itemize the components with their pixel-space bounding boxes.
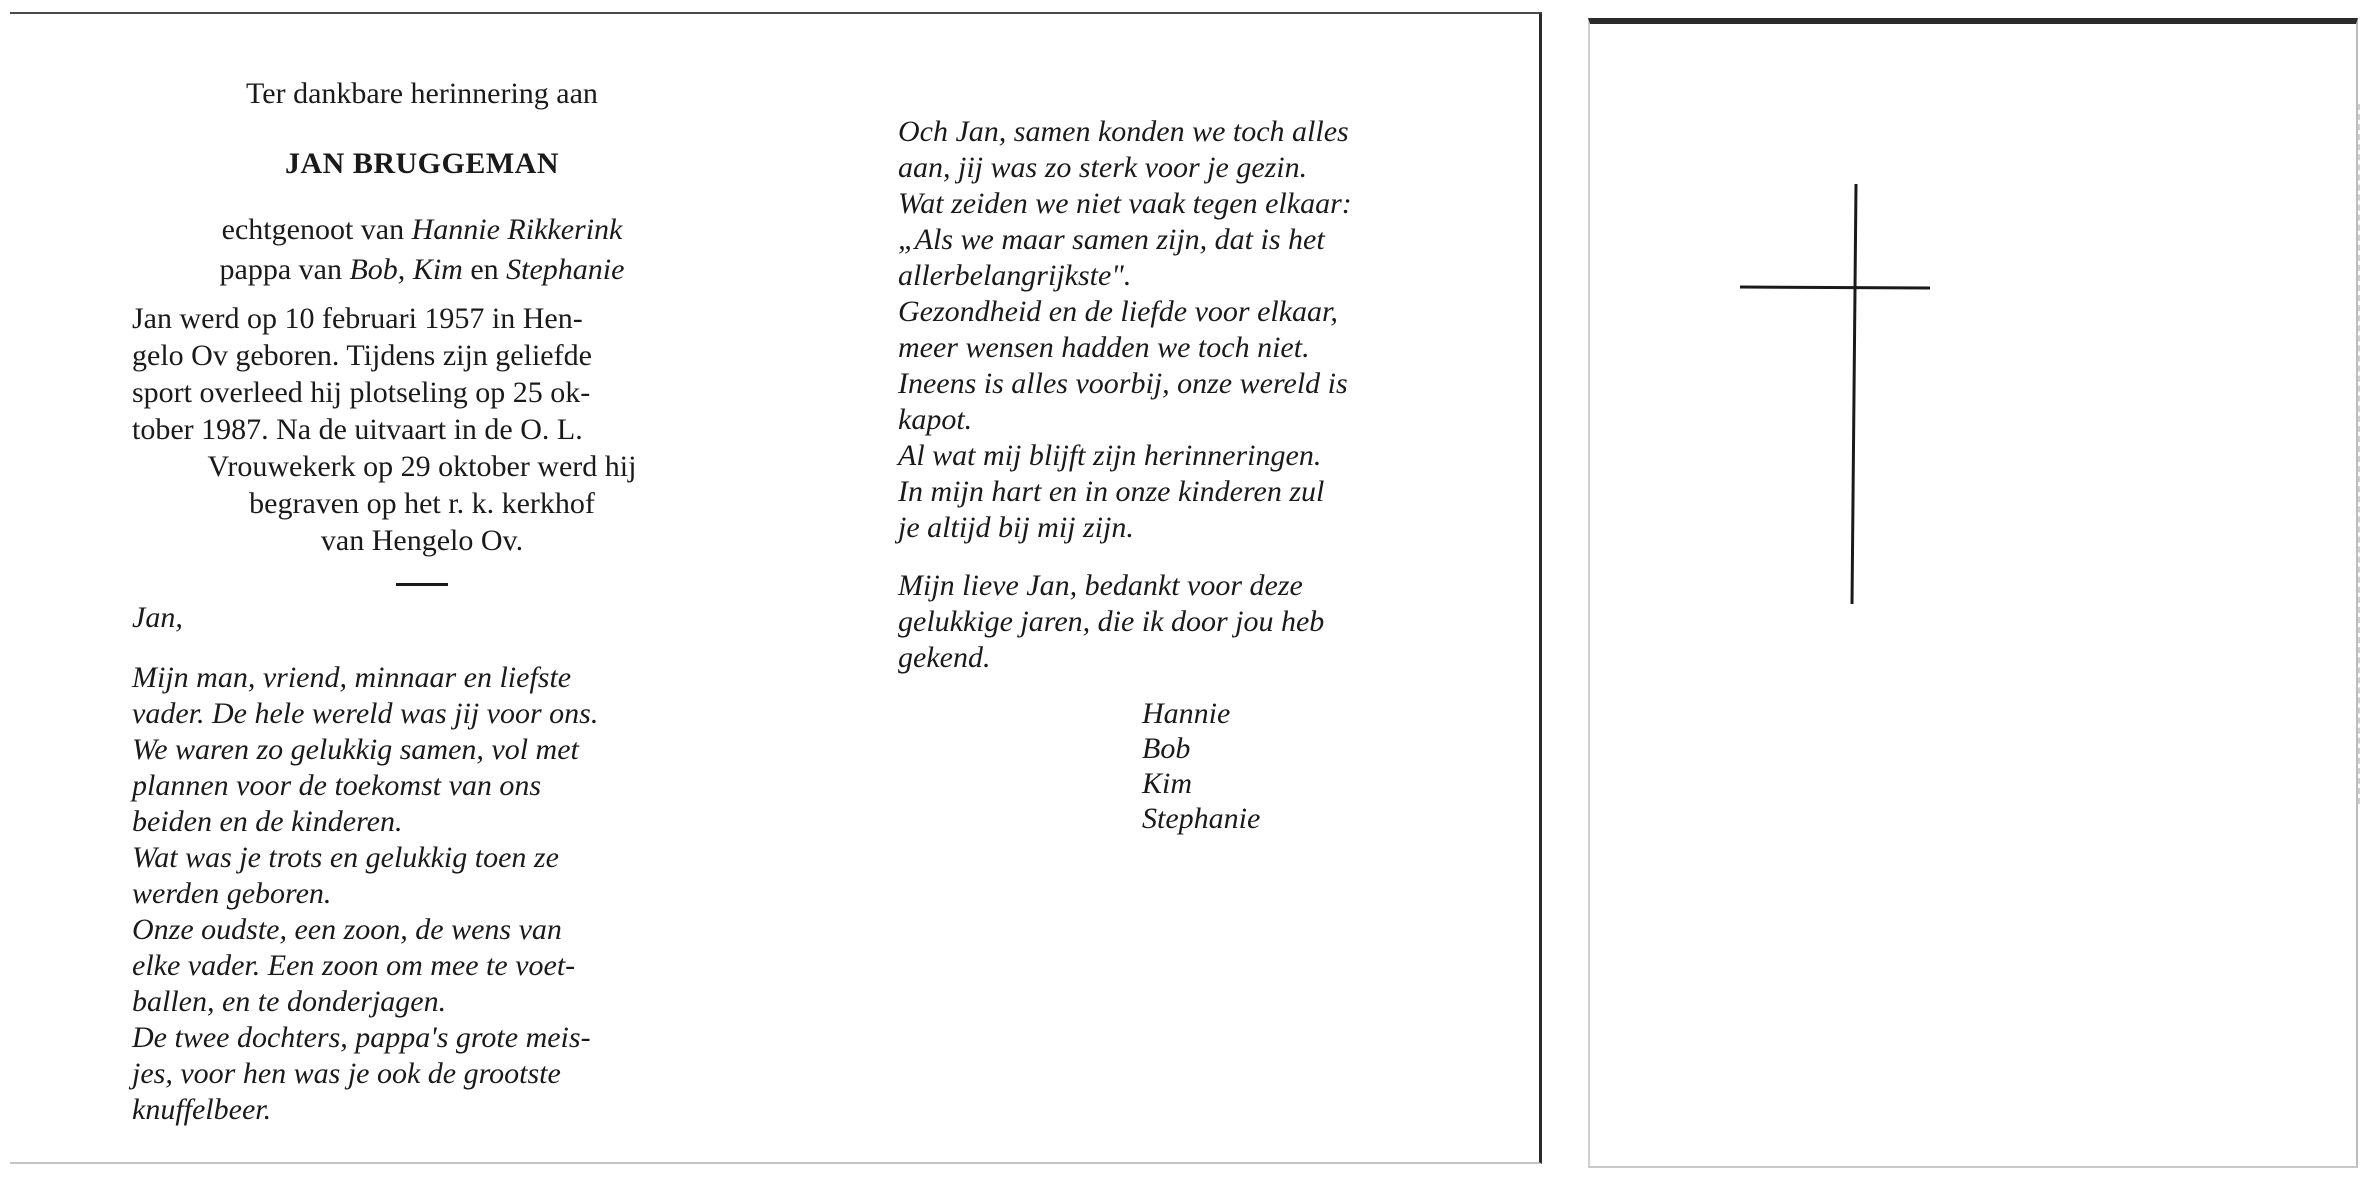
closing-message <box>898 568 1458 676</box>
cover-page-edge <box>2358 104 2368 804</box>
poem-line: Al wat mij blijft zijn herinneringen. <box>898 439 1322 472</box>
poem-right <box>898 114 1458 546</box>
child-name-bob: Bob, <box>349 253 406 286</box>
poem-line: Ineens is alles voorbij, onze wereld is <box>898 367 1348 400</box>
card-fold-edge <box>1539 14 1542 1162</box>
poem-line: Och Jan, samen konden we toch alles <box>898 115 1349 148</box>
poem-line: ballen, en te donderjagen. <box>132 985 447 1018</box>
signature-stephanie: Stephanie <box>1142 802 1261 835</box>
signature-bob: Bob <box>1142 732 1191 765</box>
poem-line: werden geboren. <box>132 877 332 910</box>
biography <box>132 300 712 559</box>
poem-line: je altijd bij mij zijn. <box>898 511 1134 544</box>
poem-line: knuffelbeer. <box>132 1093 272 1126</box>
salutation: Jan, <box>132 601 183 634</box>
cross-vertical-bar <box>1852 184 1856 604</box>
poem-line: Gezondheid en de liefde voor elkaar, <box>898 295 1338 328</box>
memorial-card-front-cover <box>1588 18 2358 1168</box>
poem-line: We waren zo gelukkig samen, vol met <box>132 733 579 766</box>
bio-line: Vrouwekerk op 29 oktober werd hij <box>207 450 637 483</box>
cross-horizontal-bar <box>1740 287 1930 288</box>
spouse-name: Hannie Rikkerink <box>411 213 623 246</box>
left-column <box>132 76 712 1128</box>
poem-line: Wat was je trots en gelukkig toen ze <box>132 841 559 874</box>
bio-line: sport overleed hij plotseling op 25 ok- <box>132 376 591 409</box>
relations-block <box>132 210 712 290</box>
poem-line: De twee dochters, pappa's grote meis- <box>132 1021 591 1054</box>
bio-line: Jan werd op 10 februari 1957 in Hen- <box>132 302 583 335</box>
closing-line: gekend. <box>898 641 991 674</box>
signatures <box>1142 696 1458 836</box>
poem-line: jes, voor hen was je ook de grootste <box>132 1057 561 1090</box>
poem-line: beiden en de kinderen. <box>132 805 403 838</box>
spouse-prefix: echtgenoot van <box>221 213 405 246</box>
signature-kim: Kim <box>1142 767 1193 800</box>
bio-line: tober 1987. Na de uitvaart in de O. L. <box>132 413 583 446</box>
bio-line: van Hengelo Ov. <box>320 524 524 557</box>
poem-line: elke vader. Een zoon om mee te voet- <box>132 949 576 982</box>
bio-line: begraven op het r. k. kerkhof <box>249 487 595 520</box>
poem-line: „Als we maar samen zijn, dat is het <box>898 223 1325 256</box>
poem-line: Mijn man, vriend, minnaar en liefste <box>132 661 572 694</box>
closing-line: Mijn lieve Jan, bedankt voor deze <box>898 569 1303 602</box>
bio-line: gelo Ov geboren. Tijdens zijn geliefde <box>132 339 592 372</box>
poem-line: allerbelangrijkste". <box>898 259 1132 292</box>
children-prefix: pappa van <box>219 253 342 286</box>
poem-line: In mijn hart en in onze kinderen zul <box>898 475 1325 508</box>
memorial-card-inner-spread <box>10 12 1542 1164</box>
section-divider <box>396 583 448 586</box>
signature-hannie: Hannie <box>1142 697 1231 730</box>
poem-line: kapot. <box>898 403 973 436</box>
poem-line: meer wensen hadden we toch niet. <box>898 331 1310 364</box>
poem-line: Onze oudste, een zoon, de wens van <box>132 913 562 946</box>
children-conjunction: en <box>470 253 499 286</box>
poem-line: Wat zeiden we niet vaak tegen elkaar: <box>898 187 1352 220</box>
child-name-kim: Kim <box>412 253 463 286</box>
cross-icon <box>1740 184 1940 604</box>
poem-line: aan, jij was zo sterk voor je gezin. <box>898 151 1308 184</box>
right-column <box>898 114 1458 836</box>
child-name-stephanie: Stephanie <box>506 253 625 286</box>
closing-line: gelukkige jaren, die ik door jou heb <box>898 605 1325 638</box>
poem-left <box>132 660 712 1128</box>
intro-line: Ter dankbare herinnering aan <box>246 77 598 110</box>
deceased-name: JAN BRUGGEMAN <box>285 147 559 180</box>
poem-line: plannen voor de toekomst van ons <box>132 769 542 802</box>
poem-line: vader. De hele wereld was jij voor ons. <box>132 697 599 730</box>
